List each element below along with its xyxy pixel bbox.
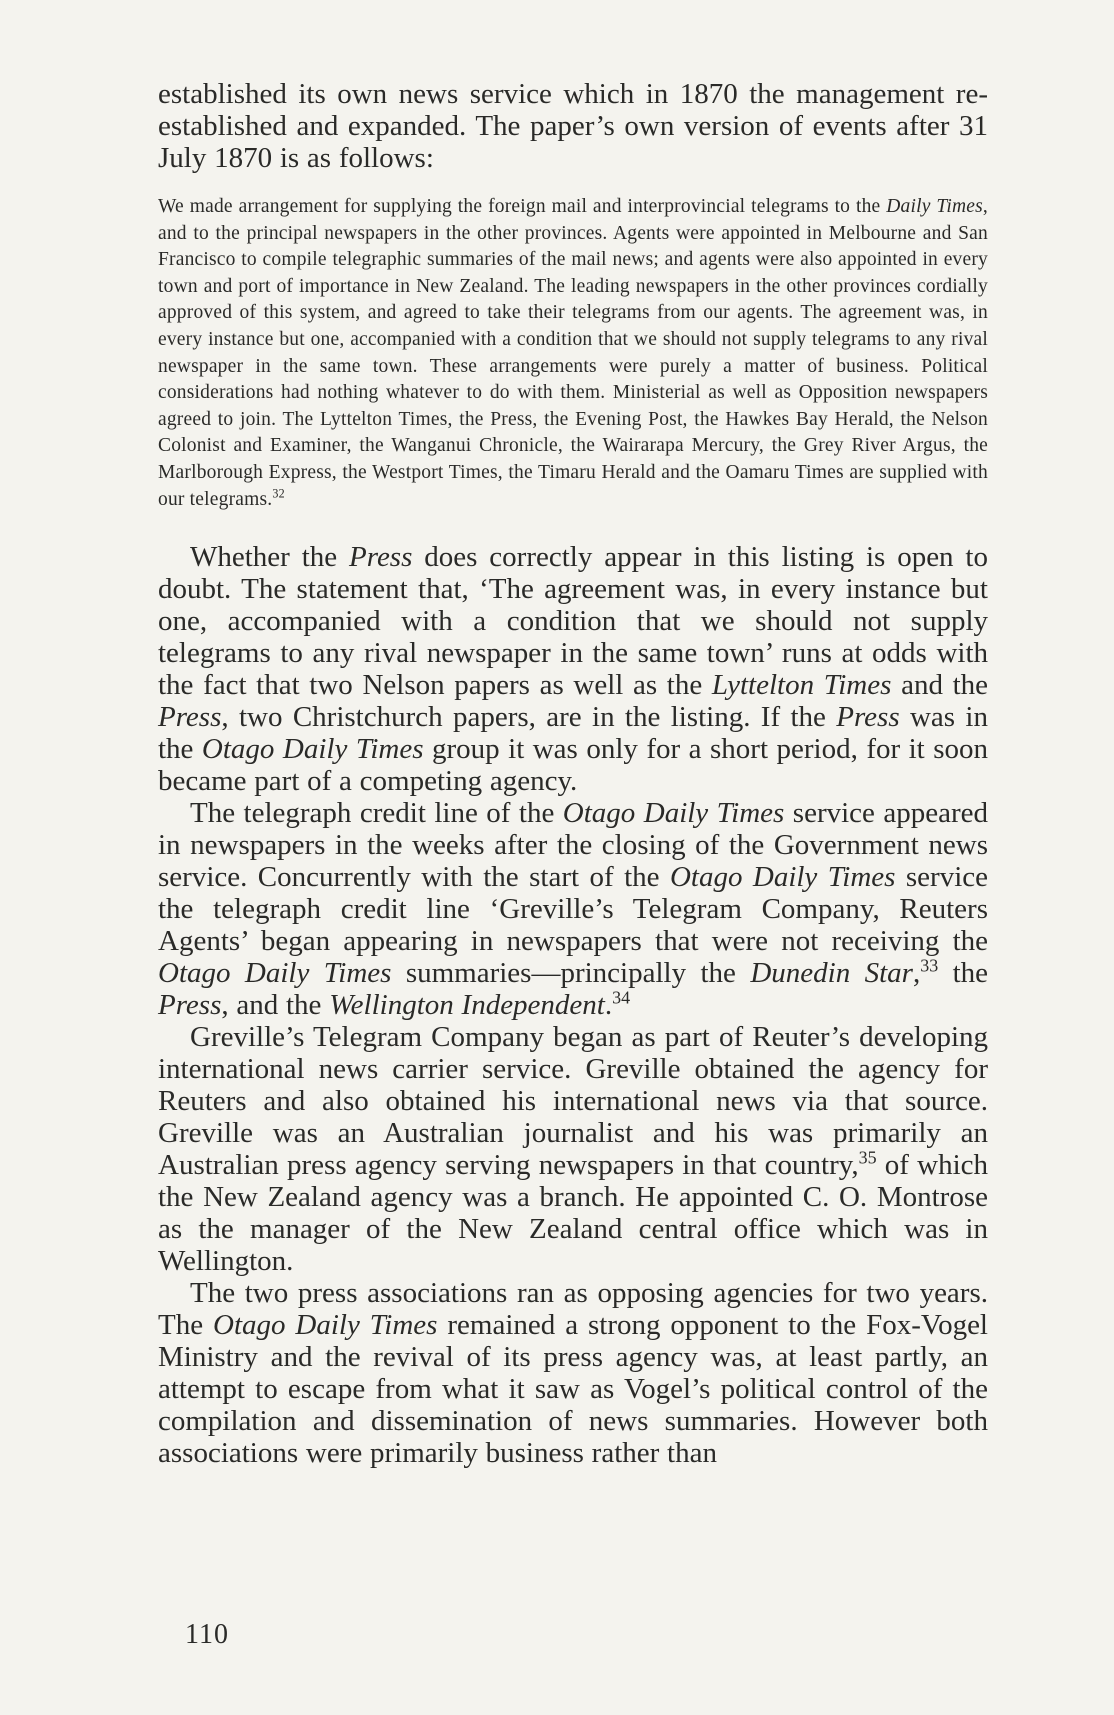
para-text: was in the — [158, 701, 988, 766]
para-text: remained a strong opponent to the Fox-Vogel Ministry and the revival of its press agency was, at least partly, an attempt to escape from what it saw as Vogel’s political control of the compilation and dissemination of news summaries. However both associations were primarily business rather than — [158, 1309, 988, 1470]
paragraph-telegraph-credit-line — [158, 797, 988, 1021]
italic-title: Otago Daily Times — [158, 957, 392, 990]
italic-title: Press — [158, 701, 222, 734]
footnote-ref-32[interactable]: 32 — [272, 486, 285, 501]
quote-italic-daily-times: Daily Times — [886, 196, 983, 217]
page-number: 110 — [185, 1619, 229, 1650]
footnote-ref-33[interactable]: 33 — [920, 955, 939, 976]
italic-title: Lyttelton Times — [711, 669, 892, 702]
para-text: group it was only for a short period, for it soon became part of a competing agency. — [158, 733, 988, 798]
paragraph-greville — [158, 1021, 988, 1277]
footnote-ref-34[interactable]: 34 — [612, 987, 631, 1008]
italic-title: Otago Daily Times — [201, 733, 424, 766]
italic-title: Press — [349, 541, 413, 574]
para-text: . — [604, 989, 613, 1022]
italic-title: Press — [836, 701, 900, 734]
opening-text: established its own news service which in 1870 the management re-established and expanded. The paper’s own version of events after 31 July 1870 is as follows: — [158, 78, 988, 174]
quote-text: We made arrangement for supplying the foreign mail and interprovincial telegrams to the — [158, 196, 887, 217]
block-quote — [158, 194, 988, 513]
para-text: Greville’s Telegram Company began as part of Reuter’s developing international news carrier service. Greville obtained the agency for Reuters and also obtained his international news via that source. Greville was an Australian journalist and his was primarily an Australian press agency serving newspapers in that country, — [158, 1021, 988, 1182]
italic-title: Otago Daily Times — [213, 1309, 438, 1342]
para-text: summaries—principally the — [391, 957, 751, 990]
para-text: service the telegraph credit line ‘Greville’s Telegram Company, Reuters Agents’ began appearing in newspapers that were not receiving the — [158, 861, 988, 958]
italic-title: Press — [158, 989, 222, 1022]
para-text: service appeared in newspapers in the weeks after the closing of the Government news service. Concurrently with the start of the — [158, 797, 988, 894]
italic-title: Otago Daily Times — [562, 797, 785, 830]
italic-title: Wellington Independent — [329, 989, 605, 1022]
para-text: The telegraph credit line of the — [190, 797, 563, 830]
para-text: the — [938, 957, 989, 990]
page-body — [158, 78, 988, 1469]
para-text: and the — [891, 669, 989, 702]
para-text: , — [912, 957, 921, 990]
footnote-ref-35[interactable]: 35 — [858, 1147, 877, 1168]
para-text: Whether the — [190, 541, 350, 574]
paragraph-whether-press — [158, 541, 988, 797]
para-text: of which the New Zealand agency was a branch. He appointed C. O. Montrose as the manager of the New Zealand central office which was in Wellington. — [158, 1149, 988, 1278]
italic-title: Otago Daily Times — [669, 861, 896, 894]
para-text: , two Christchurch papers, are in the listing. If the — [221, 701, 837, 734]
paragraph-two-associations — [158, 1277, 988, 1469]
para-text: does correctly appear in this listing is open to doubt. The statement that, ‘The agreement was, in every instance but one, accompanied with a condition that we should not supply telegrams to any rival newspaper in the same town’ runs at odds with the fact that two Nelson papers as well as the — [158, 541, 988, 702]
para-text: The two press associations ran as opposing agencies for two years. The — [158, 1277, 988, 1342]
quote-text: , and to the principal newspapers in the other provinces. Agents were appointed in Melbourne and San Francisco to compile telegraphic summaries of the mail news; and agents were also appointed in every town and port of importance in New Zealand. The leading newspapers in the other provinces cordially approved of this system, and agreed to take their telegrams from our agents. The agreement was, in every instance but one, accompanied with a condition that we should not supply telegrams to any rival newspaper in the same town. These arrangements were purely a matter of business. Political considerations had nothing whatever to do with them. Ministerial as well as Opposition newspapers agreed to join. The Lyttelton Times, the Press, the Evening Post, the Hawkes Bay Herald, the Nelson Colonist and Examiner, the Wanganui Chronicle, the Wairarapa Mercury, the Grey River Argus, the Marlborough Express, the Westport Times, the Timaru Herald and the Oamaru Times are supplied with our telegrams. — [158, 196, 988, 510]
para-text: , and the — [221, 989, 330, 1022]
opening-paragraph — [158, 78, 988, 174]
italic-title: Dunedin Star — [750, 957, 913, 990]
